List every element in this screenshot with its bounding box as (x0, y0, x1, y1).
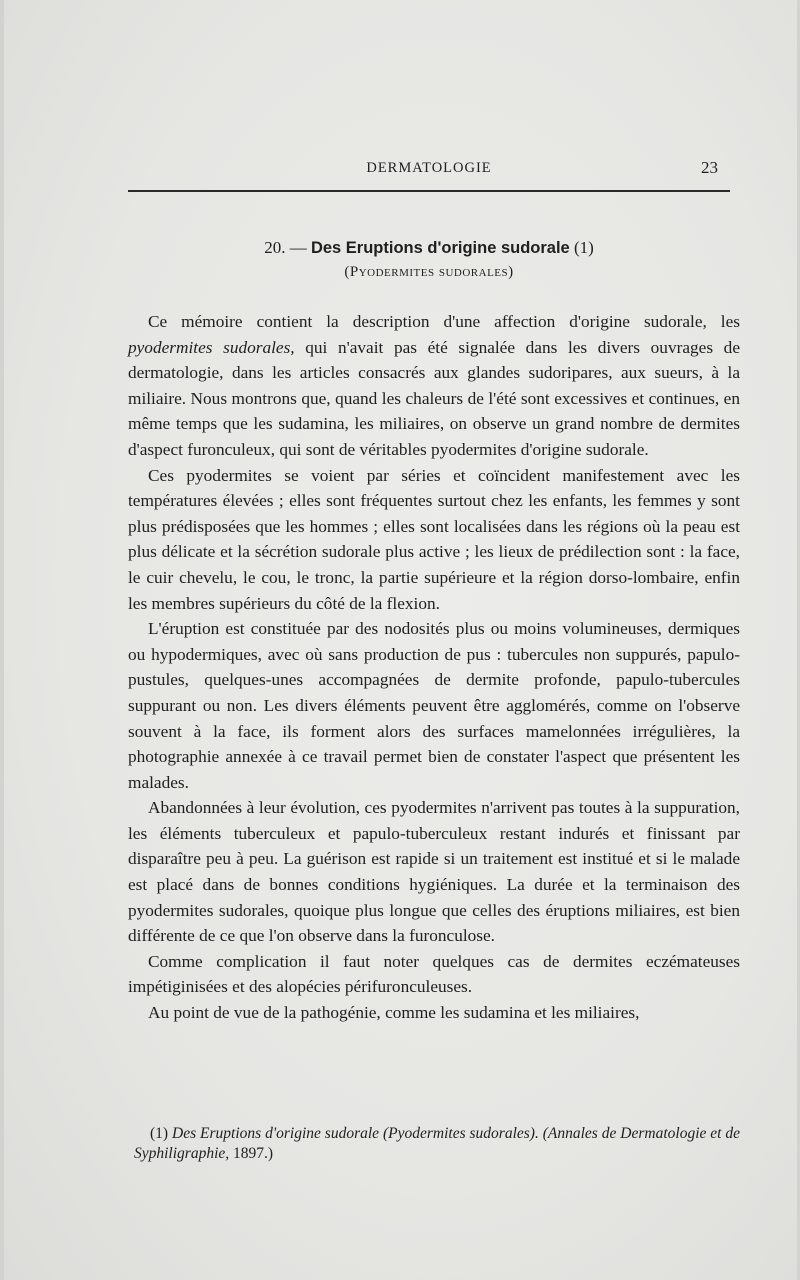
book-page (4, 0, 797, 1280)
paragraph: L'éruption est constituée par des nodosités plus ou moins volumineuses, dermiques ou hypodermiques, avec où sans production de pus : tubercules non suppurés, papulo-pustules, quelques-unes accompagnées de dermite profonde, papulo-tubercules suppurant ou non. Les divers éléments peuvent être agglomérés, comme on l'observe souvent à la face, ils forment alors des surfaces mamelonnées irrégulières, la photographie annexée à ce travail permet bien de constater l'aspect que présentent les malades. (128, 619, 740, 792)
emphasis: pyodermites sudorales, (128, 337, 295, 357)
section-heading: Des Eruptions d'origine sudorale (310, 239, 570, 257)
footnote-marker: (1) (150, 1125, 169, 1142)
footnote-reference: (1) (573, 238, 594, 257)
section-title (128, 238, 730, 258)
paragraph: Au point de vue de la pathogénie, comme les sudamina et les miliaires, (148, 1003, 640, 1023)
footnote (134, 1124, 740, 1164)
header-rule (128, 190, 730, 192)
running-title: DERMATOLOGIE (366, 160, 492, 176)
paragraph: Comme complication il faut noter quelques cas de dermites eczémateuses impétiginisées et des alopécies périfuronculeuses. (128, 951, 740, 997)
footnote-text: (1) Des Eruptions d'origine sudorale (Pyodermites sudorales). (Annales de Dermatologie et de Syphiligraphie, 1897.) (134, 1125, 741, 1162)
section-subtitle: (Pyodermites sudorales) (344, 264, 514, 280)
page-number: 23 (701, 158, 718, 177)
paragraph: Abandonnées à leur évolution, ces pyodermites n'arrivent pas toutes à la suppuration, les éléments tuberculeux et papulo-tuberculeux restant indurés et finissant par disparaître peu à peu. La guérison est rapide si un traitement est institué et si le malade est placé dans de bonnes conditions hygiéniques. La durée et la terminaison des pyodermites sudorales, quoique plus longue que celles des éruptions miliaires, est bien différente de ce que l'on observe dans la furonculose. (128, 798, 740, 946)
section-number: 20. — (264, 238, 307, 257)
body-text (128, 309, 740, 1026)
page-header (128, 160, 730, 184)
paragraph: Ce mémoire contient la description d'une affection d'origine sudorale, les pyodermites sudorales, qui n'avait pas été signalée dans les divers ouvrages de dermatologie, dans les articles consacrés aux glandes sudoripares, aux sueurs, à la miliaire. Nous montrons que, quand les chaleurs de l'été sont excessives et continues, en même temps que les sudamina, les miliaires, on observe un grand nombre de dermites d'aspect furonculeux, qui sont de véritables pyodermites d'origine sudorale. (128, 312, 740, 459)
footnote-citation: Des Eruptions d'origine sudorale (Pyodermites sudorales). (Annales de Dermatologie et de Syphiligraphie, (134, 1125, 741, 1162)
paragraph: Ces pyodermites se voient par séries et coïncident manifestement avec les températures élevées ; elles sont fréquentes surtout chez les enfants, les femmes y sont plus prédisposées que les hommes ; elles sont localisées dans les régions où la peau est plus délicate et la sécrétion sudorale plus active ; les lieux de prédilection sont : la face, le cuir chevelu, le cou, le tronc, la partie supérieure et la région dorso-lombaire, enfin les membres supérieurs du côté de la flexion. (128, 465, 740, 613)
